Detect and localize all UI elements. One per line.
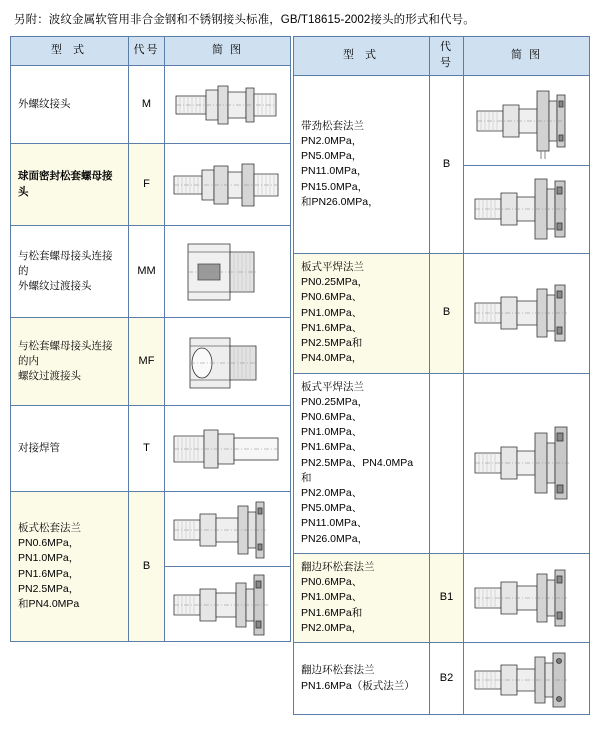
- plate-loose-flange-figure-2: [168, 567, 288, 641]
- table-row: [294, 553, 590, 642]
- right-table: [293, 36, 590, 715]
- right-table-body: [294, 75, 590, 714]
- row-code: MF: [129, 318, 165, 406]
- row-figure: [165, 318, 291, 406]
- figure-cell-lower: [165, 567, 290, 641]
- page-title: 另附：波纹金属软管用非合金钢和不锈钢接头标准，GB/T18615-2002接头的形式和代号。: [14, 14, 475, 26]
- ribbed-loose-flange-figure-1: [467, 77, 587, 163]
- table-row: [11, 318, 291, 406]
- spherical-seal-union-nut-figure: [168, 148, 288, 222]
- row-name: 带劲松套法兰 PN2.0MPa，PN5.0MPa， PN11.0MPa，PN15.0MPa， 和PN26.0MPa，: [294, 75, 430, 253]
- plate-loose-flange-figure: [168, 492, 288, 566]
- left-table-body: [11, 66, 291, 642]
- row-figure: [464, 75, 590, 165]
- table-header-row: [11, 37, 291, 66]
- row-figure: [165, 492, 291, 642]
- row-code: [430, 373, 464, 553]
- row-name: 球面密封松套螺母接头: [11, 144, 129, 226]
- header-code: 代号: [129, 37, 165, 66]
- plate-flat-weld-flange-figure-1: [467, 273, 587, 353]
- row-name: 板式平焊法兰 PN0.25MPa，PN0.6MPa、 PN1.0MPa、PN1.6MPa、 PN2.5MPa和PN4.0MPa，: [294, 253, 430, 373]
- table-row: [11, 492, 291, 642]
- row-code: M: [129, 66, 165, 144]
- ribbed-loose-flange-figure-2: [467, 167, 587, 251]
- table-header-row: [294, 37, 590, 76]
- row-figure: [464, 253, 590, 373]
- row-name: 板式松套法兰 PN0.6MPa，PN1.0MPa， PN1.6MPa，PN2.5MPa， 和PN4.0MPa: [11, 492, 129, 642]
- row-name: 与松套螺母接头连接的 外螺纹过渡接头: [11, 226, 129, 318]
- row-name: 翻边环松套法兰 PN0.6MPa、PN1.0MPa、 PN1.6MPa和PN2.0MPa，: [294, 553, 430, 642]
- table-row: [11, 66, 291, 144]
- left-table-head: [11, 37, 291, 66]
- row-code: B: [430, 253, 464, 373]
- row-figure: [165, 66, 291, 144]
- row-figure: [464, 553, 590, 642]
- external-thread-adapter-figure: [168, 230, 288, 314]
- row-figure: [165, 226, 291, 318]
- row-code: B: [430, 75, 464, 253]
- header-code: 代号: [430, 37, 464, 76]
- plate-flat-weld-flange-figure-2: [467, 411, 587, 515]
- row-code: B1: [430, 553, 464, 642]
- row-figure: [464, 373, 590, 553]
- row-name: 翻边环松套法兰 PN1.6MPa（板式法兰）: [294, 643, 430, 715]
- right-table-head: [294, 37, 590, 76]
- table-row: [294, 75, 590, 165]
- left-table: [10, 36, 291, 642]
- row-figure: [464, 165, 590, 253]
- table-row: [294, 373, 590, 553]
- row-figure: [165, 406, 291, 492]
- header-figure: 简 图: [464, 37, 590, 76]
- butt-weld-pipe-figure: [168, 410, 288, 488]
- lap-joint-flange-b1-figure: [467, 560, 587, 636]
- tables-container: [0, 36, 600, 715]
- internal-thread-adapter-figure: [168, 322, 288, 402]
- row-figure: [464, 643, 590, 715]
- table-row: [294, 253, 590, 373]
- header-type: 型 式: [11, 37, 129, 66]
- table-row: [294, 643, 590, 715]
- row-code: F: [129, 144, 165, 226]
- row-name: 外螺纹接头: [11, 66, 129, 144]
- table-row: [11, 144, 291, 226]
- row-code: B2: [430, 643, 464, 715]
- row-code: MM: [129, 226, 165, 318]
- row-name: 对接焊管: [11, 406, 129, 492]
- table-row: [11, 226, 291, 318]
- row-code: B: [129, 492, 165, 642]
- figure-cell-upper: [165, 492, 290, 567]
- row-code: T: [129, 406, 165, 492]
- lap-joint-flange-b2-figure: [467, 645, 587, 713]
- row-name: 板式平焊法兰 PN0.25MPa，PN0.6MPa、 PN1.0MPa、PN1.6MPa、 PN2.5MPa、PN4.0MPa 和 PN2.0MPa、PN5.0MPa、 PN11.0MPa、PN26.0MPa，: [294, 373, 430, 553]
- row-name: 与松套螺母接头连接的内 螺纹过渡接头: [11, 318, 129, 406]
- header-figure: 简 图: [165, 37, 291, 66]
- threaded-male-connector-figure: [168, 70, 288, 140]
- table-row: [11, 406, 291, 492]
- row-figure: [165, 144, 291, 226]
- header-type: 型 式: [294, 37, 430, 76]
